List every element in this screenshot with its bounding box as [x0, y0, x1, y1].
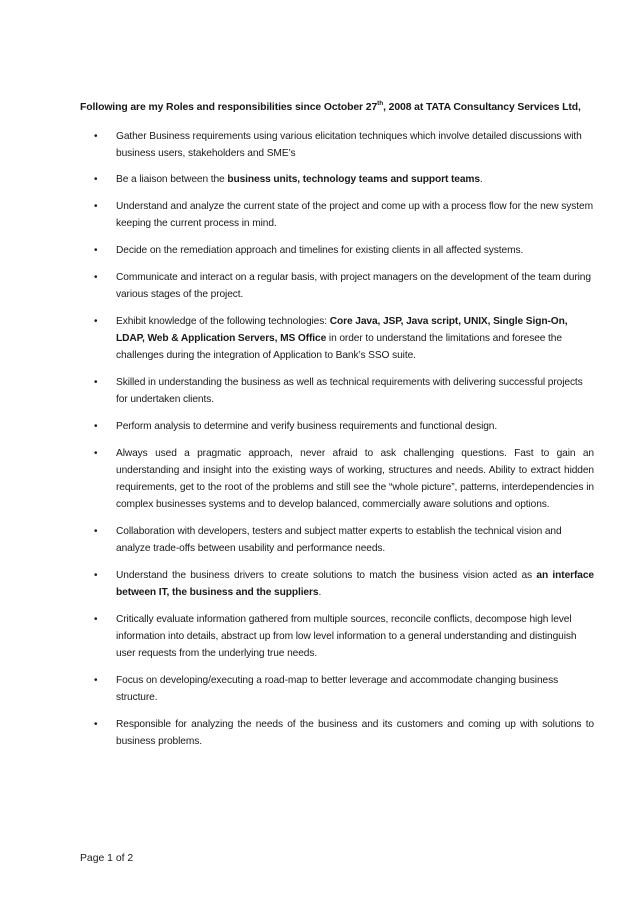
- bullet-icon: •: [94, 570, 98, 581]
- section-heading: [80, 101, 600, 115]
- list-item: [94, 523, 594, 557]
- bullet-icon: •: [94, 245, 98, 256]
- list-item: [94, 128, 594, 162]
- bullet-icon: •: [94, 316, 98, 327]
- item-text: Responsible for analyzing the needs of the business and its customers and coming up with solutions to business problems.: [116, 719, 594, 747]
- page-number: Page 1 of 2: [80, 853, 134, 864]
- list-item: [94, 313, 594, 364]
- bullet-icon: •: [94, 719, 98, 730]
- item-text: Exhibit knowledge of the following technologies:: [116, 316, 330, 327]
- item-text: Decide on the remediation approach and timelines for existing clients in all affected systems.: [116, 245, 524, 256]
- bold-text: business units, technology teams and support teams: [227, 174, 480, 185]
- list-item: [94, 611, 594, 662]
- bold-text: Core Java, JSP, Java script, UNIX, Single Sign-On, LDAP, Web & Application Servers, MS Office: [116, 316, 568, 344]
- heading-text: Following are my Roles and responsibilities since October 27: [80, 102, 378, 113]
- list-item: [94, 269, 594, 303]
- item-text: .: [479, 174, 483, 185]
- bullet-icon: •: [94, 421, 98, 432]
- bullet-icon: •: [94, 614, 98, 625]
- list-item: [94, 418, 594, 435]
- item-text: Focus on developing/executing a road-map to better leverage and accommodate changing business structure.: [116, 675, 559, 703]
- heading-superscript: th: [377, 99, 384, 107]
- item-text: Gather Business requirements using various elicitation techniques which involve detailed discussions with business users, stakeholders and SME’s: [116, 131, 582, 159]
- item-text: .: [318, 587, 322, 598]
- bold-text: an interface between IT, the business and the suppliers: [116, 570, 594, 598]
- bullet-icon: •: [94, 675, 98, 686]
- bullet-icon: •: [94, 377, 98, 388]
- item-text: Skilled in understanding the business as well as technical requirements with delivering successful projects for undertaken clients.: [116, 377, 583, 405]
- bullet-icon: •: [94, 448, 98, 459]
- list-item: [94, 171, 594, 188]
- bullet-icon: •: [94, 201, 98, 212]
- list-item: [94, 445, 594, 513]
- item-text: Be a liaison between the: [116, 174, 228, 185]
- bullet-icon: •: [94, 272, 98, 283]
- item-text: Critically evaluate information gathered from multiple sources, reconcile conflicts, decompose high level information into details, abstract up from low level information to a general understanding and distinguish user requests from the underlying true needs.: [116, 614, 577, 659]
- bullet-icon: •: [94, 174, 98, 185]
- bullet-icon: •: [94, 131, 98, 142]
- item-text: Communicate and interact on a regular basis, with project managers on the development of the team during various stages of the project.: [116, 272, 591, 300]
- item-text: Understand the business drivers to create solutions to match the business vision acted as: [116, 570, 537, 581]
- item-text: in order to understand the limitations and foresee the challenges during the integration of Application to Bank’s SSO suite.: [116, 333, 562, 361]
- list-item: [94, 716, 594, 750]
- item-text: Collaboration with developers, testers and subject matter experts to establish the technical vision and analyze trade-offs between usability and performance needs.: [116, 526, 562, 554]
- item-text: Understand and analyze the current state of the project and come up with a process flow for the new system keeping the current process in mind.: [116, 201, 593, 229]
- list-item: [94, 242, 594, 259]
- item-text: Perform analysis to determine and verify business requirements and functional design.: [116, 421, 498, 432]
- heading-text-end: , 2008 at TATA Consultancy Services Ltd,: [383, 102, 581, 113]
- responsibilities-list: [94, 128, 594, 750]
- list-item: [94, 672, 594, 706]
- bullet-icon: •: [94, 526, 98, 537]
- item-text: Always used a pragmatic approach, never afraid to ask challenging questions. Fast to gain an understanding and insight into the existing ways of working, structures and needs. Ability to extract hidden requirements, get to the root of the problems and still see the “whole picture”, patterns, interdependencies in complex businesses systems and to develop balanced, commercially aware solutions and options.: [116, 448, 594, 510]
- list-item: [94, 198, 594, 232]
- list-item: [94, 374, 594, 408]
- list-item: [94, 567, 594, 601]
